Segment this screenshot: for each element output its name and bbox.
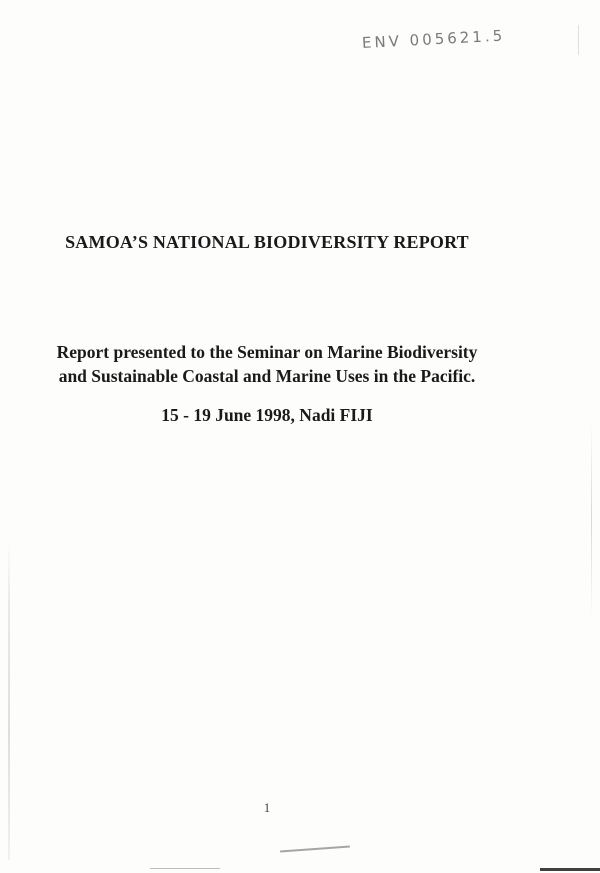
event-dateline: 15 - 19 June 1998, Nadi FIJI	[161, 405, 373, 425]
report-subtitle	[0, 340, 534, 388]
archive-code-annotation: ENV 005621.5	[361, 26, 506, 52]
scan-artifact-bottom-right-edge	[540, 868, 600, 871]
report-title: SAMOA’S NATIONAL BIODIVERSITY REPORT	[65, 232, 469, 252]
page-number: 1	[263, 800, 271, 815]
scan-artifact-bottom-smudge-2	[150, 868, 220, 869]
subtitle-line-2: and Sustainable Coastal and Marine Uses in the Pacific.	[58, 366, 476, 386]
scan-artifact-bottom-smudge	[280, 846, 350, 853]
scan-artifact-right-edge	[591, 420, 592, 620]
scan-artifact-left-edge	[8, 540, 10, 860]
scan-artifact-top-mark	[578, 25, 579, 55]
subtitle-line-1: Report presented to the Seminar on Marine Biodiversity	[56, 342, 478, 362]
